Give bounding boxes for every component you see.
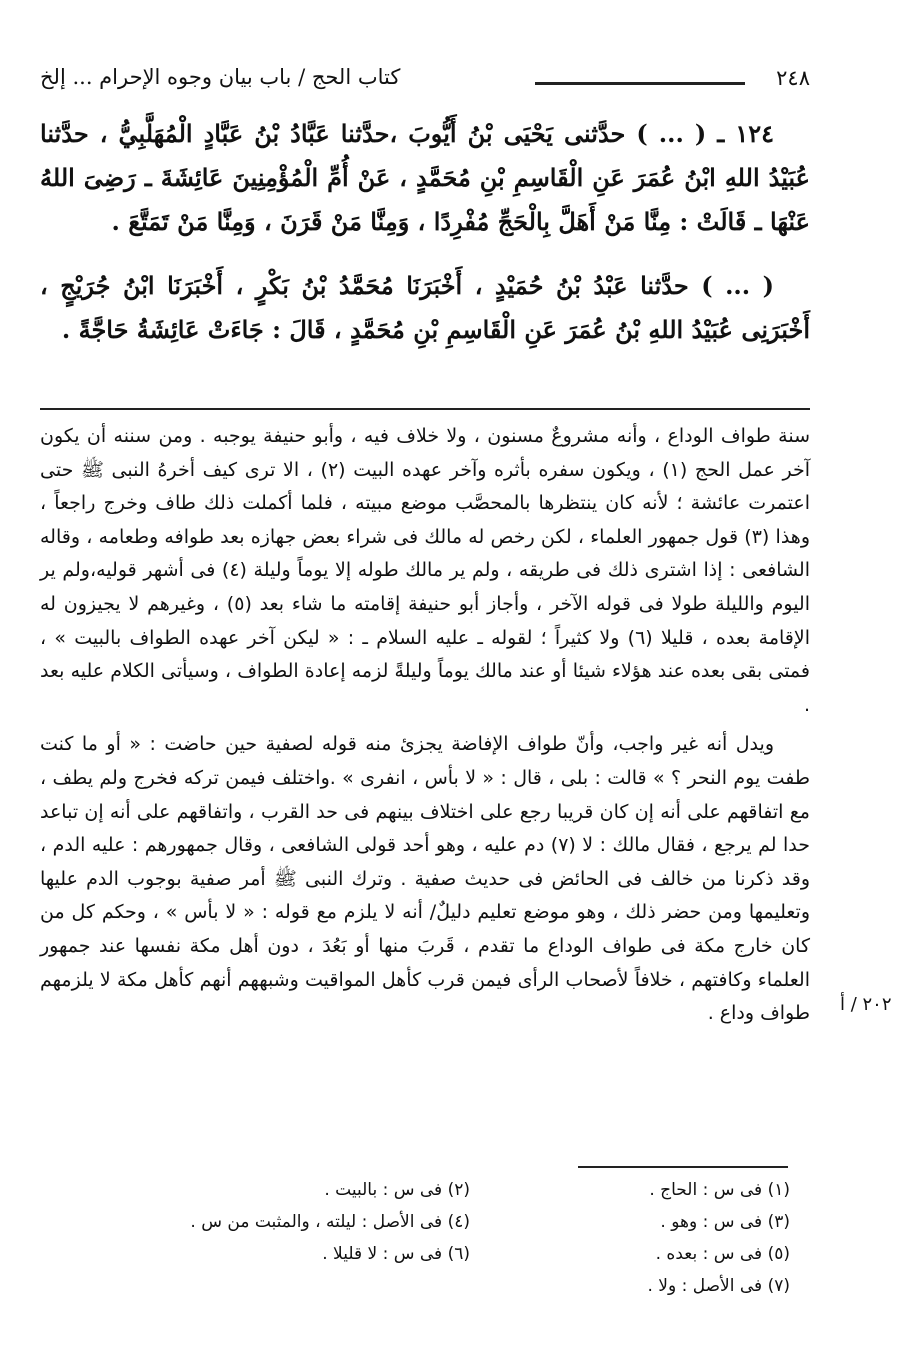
running-title: كتاب الحج / باب بيان وجوه الإحرام ... إلخ (40, 65, 401, 89)
hadith-paragraph-variant: ( ... ) حدَّثنا عَبْدُ بْنُ حُمَيْدٍ ، أَخْبَرَنَا مُحَمَّدُ بْنُ بَكْرٍ ، أَخْبَرَنَا ابْنُ جُرَيْجٍ ، أَخْبَرَنِى عُبَيْدُ اللهِ بْنُ عُمَرَ عَنِ الْقَاسِمِ بْنِ مُحَمَّدٍ ، قَالَ : جَاءَتْ عَائِشَةُ حَاجَّةً . (40, 271, 810, 344)
footnote-4: (٤) فى الأصل : ليلته ، والمثبت من س . (190, 1212, 470, 1232)
footnote-5: (٥) فى س : بعده . (655, 1244, 790, 1264)
commentary-text (40, 420, 810, 1031)
commentary-paragraph-1: سنة طواف الوداع ، وأنه مشروعٌ مسنون ، ولا خلاف فيه ، وأبو حنيفة يوجبه . ومن سننه أن يكون آخر عمل الحج (١) ، ويكون سفره بأثره وآخر عهده البيت (٢) ، الا ترى كيف أخرهُ النبى ﷺ حتى اعتمرت عائشة ؛ لأنه كان ينتظرها بالمحصَّب موضع مبيته ، فلما أكملت ذلك طاف وخرج راجعاً ، وهذا (٣) قول جمهور العلماء ، لكن رخص له مالك فى شراء بعض جهازه بعد طوافه وطعامه ، وقاله الشافعى : إذا اشترى ذلك فى طريقه ، ولم ير مالك طوله إلا يوماً وليلة (٤) فى أشهر قوليه،ولم ير اليوم والليلة طولا فى قوله الآخر ، وأجاز أبو حنيفة إقامته ما شاء بعد (٥) ، وغيرهم لا يجيزون له الإقامة بعده ، قليلا (٦) ولا كثيراً ؛ لقوله ـ عليه السلام ـ : « ليكن آخر عهده الطواف بالبيت » ، فمتى بقى بعده عند هؤلاء شيئا أو عند مالك يوماً وليلةً لزمه إعادة الطواف ، وسيأتى الكلام عليه بعد . (40, 425, 810, 716)
commentary-paragraph-2: ويدل أنه غير واجب، وأنّ طواف الإفاضة يجزئ منه قوله لصفية حين حاضت : « أو ما كنت طفت يوم النحر ؟ » قالت : بلى ، قال : « لا بأس ، انفرى » .واختلف فيمن تركه فخرج ولم يطف ، مع اتفاقهم على أنه إن كان قريبا رجع على اختلاف بينهم فى حد القرب ، واتفاقهم على أنه إن تباعد حدا لم يرجع ، فقال مالك : لا (٧) دم عليه ، وهو أحد قولى الشافعى ، وقال جمهورهم : عليه الدم ، وقد ذكرنا من خالف فى الحائض فى حديث صفية . وترك النبى ﷺ أمر صفية بوجوب الدم عليها وتعليمها ومن حضر ذلك ، وهو موضع تعليم دليلٌ/ أنه لا يلزم مع قوله : « لا بأس » ، وحكم كل من كان خارج مكة فى طواف الوداع ما تقدم ، قَربَ منها أو بَعُدَ ، دون أهل مكة نفسها عند جمهور العلماء وكافتهم ، خلافاً لأصحاب الرأى فيمن قرب كأهل المواقيت وشبههم أنهم كأهل مكة لا يلزمهم طواف وداع . (40, 733, 810, 1025)
footnote-3: (٣) فى س : وهو . (660, 1212, 790, 1232)
footnote-6: (٦) فى س : لا قليلا . (322, 1244, 470, 1264)
footnotes-separator (578, 1166, 788, 1168)
footnote-7: (٧) فى الأصل : ولا . (647, 1276, 790, 1296)
margin-folio-reference: ٢٠٢ / أ (840, 994, 892, 1015)
page-number: ٢٤٨ (776, 66, 810, 90)
footnote-1: (١) فى س : الحاج . (649, 1180, 790, 1200)
commentary-separator (40, 408, 810, 410)
footnote-2: (٢) فى س : بالبيت . (324, 1180, 470, 1200)
page-header (40, 58, 810, 98)
hadith-paragraph-124: ١٢٤ ـ ( ... ) حدَّثنى يَحْيَى بْنُ أَيُّوبَ ،حدَّثنا عَبَّادُ بْنُ عَبَّادٍ الْمُهَلَّبِيُّ ، حدَّثنا عُبَيْدُ اللهِ ابْنُ عُمَرَ عَنِ الْقَاسِمِ بْنِ مُحَمَّدٍ ، عَنْ أُمِّ الْمُؤْمِنِينَ عَائِشَةَ ـ رَضِىَ اللهُ عَنْهَا ـ قَالَتْ : مِنَّا مَنْ أَهَلَّ بِالْحَجِّ مُفْرِدًا ، وَمِنَّا مَنْ قَرَنَ ، وَمِنَّا مَنْ تَمَتَّعَ . (40, 119, 810, 236)
header-rule (535, 82, 745, 85)
hadith-text (40, 112, 810, 372)
